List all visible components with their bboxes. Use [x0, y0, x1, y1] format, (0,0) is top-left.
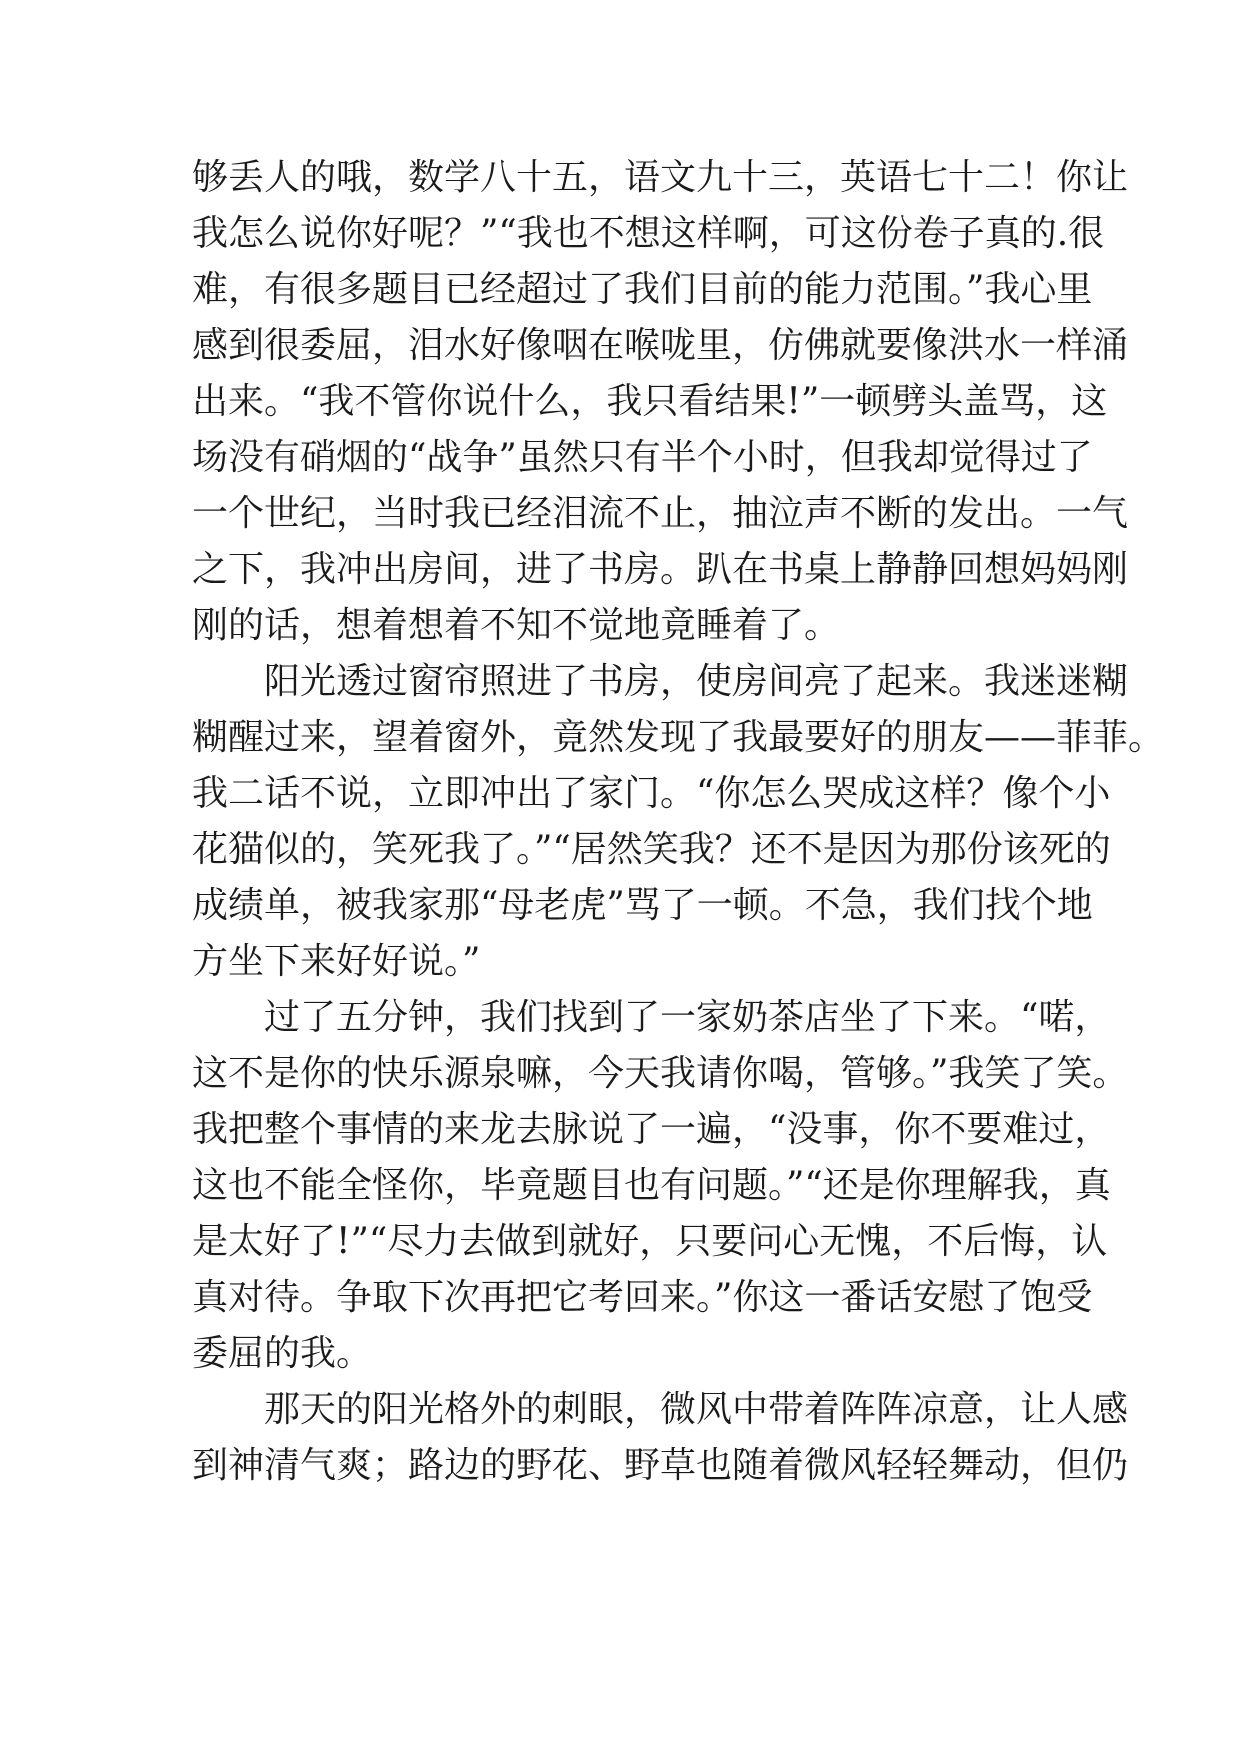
- text-line: 够丢人的哦，数学八十五，语文九十三，英语七十二！你让: [192, 157, 1129, 198]
- text-line: 到神清气爽；路边的野花、野草也随着微风轻轻舞动，但仍: [192, 1445, 1129, 1486]
- text-line: 我二话不说，立即冲出了家门。“你怎么哭成这样？像个小: [192, 773, 1111, 814]
- text-line: 委屈的我。: [192, 1333, 373, 1374]
- text-line: 场没有硝烟的“战争”虽然只有半个小时，但我却觉得过了: [192, 437, 1093, 478]
- text-line: 成绩单，被我家那“母老虎”骂了一顿。不急，我们找个地: [192, 885, 1093, 926]
- paragraph-first-line: 过了五分钟，我们找到了一家奶茶店坐了下来。“喏，: [264, 997, 1111, 1038]
- paragraph-first-line: 阳光透过窗帘照进了书房，使房间亮了起来。我迷迷糊: [264, 661, 1129, 702]
- text-line: 糊醒过来，望着窗外，竟然发现了我最要好的朋友——菲菲。: [192, 717, 1165, 758]
- text-line: 这也不能全怪你，毕竟题目也有问题。”“还是你理解我，真: [192, 1165, 1111, 1206]
- paragraph-first-line: 那天的阳光格外的刺眼，微风中带着阵阵凉意，让人感: [264, 1389, 1129, 1430]
- text-line: 难，有很多题目已经超过了我们目前的能力范围。”我心里: [192, 269, 1093, 310]
- text-line: 方坐下来好好说。”: [192, 941, 481, 982]
- text-line: 之下，我冲出房间，进了书房。趴在书桌上静静回想妈妈刚: [192, 549, 1129, 590]
- text-line: 这不是你的快乐源泉嘛，今天我请你喝，管够。”我笑了笑。: [192, 1053, 1129, 1094]
- text-line: 花猫似的，笑死我了。”“居然笑我？还不是因为那份该死的: [192, 829, 1111, 870]
- text-line: 出来。“我不管你说什么，我只看结果!”一顿劈头盖骂，这: [192, 381, 1108, 422]
- text-line: 真对待。争取下次再把它考回来。”你这一番话安慰了饱受: [192, 1277, 1093, 1318]
- text-line: 一个世纪，当时我已经泪流不止，抽泣声不断的发出。一气: [192, 493, 1129, 534]
- text-line: 我怎么说你好呢？”“我也不想这样啊，可这份卷子真的.很: [192, 213, 1105, 254]
- text-line: 刚的话，想着想着不知不觉地竟睡着了。: [192, 605, 841, 646]
- text-line: 是太好了!”“尽力去做到就好，只要问心无愧，不后悔，认: [192, 1221, 1108, 1262]
- text-line: 我把整个事情的来龙去脉说了一遍，“没事，你不要难过，: [192, 1109, 1111, 1150]
- text-line: 感到很委屈，泪水好像咽在喉咙里，仿佛就要像洪水一样涌: [192, 325, 1129, 366]
